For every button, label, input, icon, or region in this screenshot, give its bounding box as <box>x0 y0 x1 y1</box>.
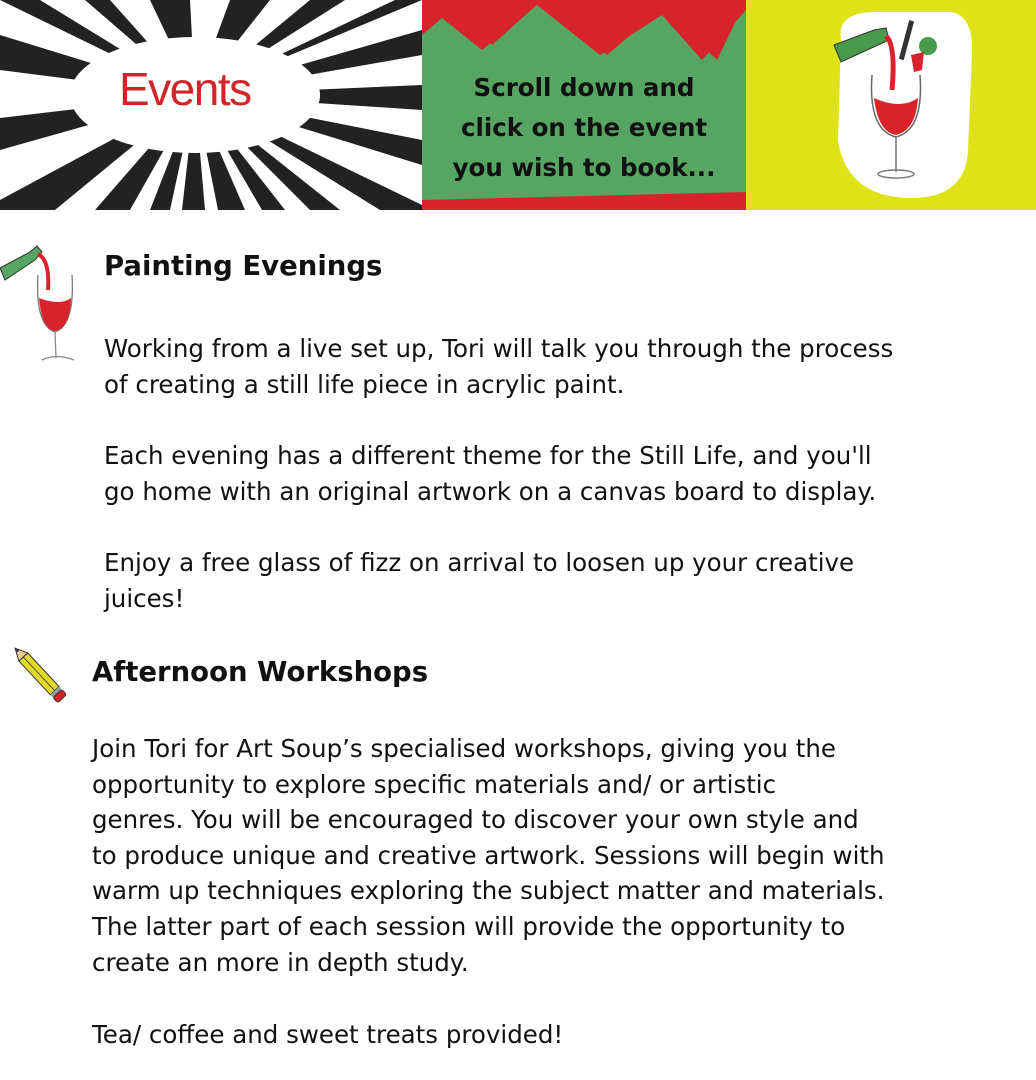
painting-evenings-paragraph: Each evening has a different theme for the Still Life, and you'll go home with an original artwork on a canvas board to display. <box>104 441 877 506</box>
pencil-icon <box>10 640 72 712</box>
events-title-panel <box>0 0 422 210</box>
scroll-prompt-panel <box>422 0 746 210</box>
events-title: Events <box>119 63 251 115</box>
wine-glass-panel <box>746 0 1036 210</box>
events-banner <box>0 0 1036 210</box>
scroll-prompt-line-1: Scroll down and <box>473 73 695 102</box>
painting-evenings-paragraph: Enjoy a free glass of fizz on arrival to loosen up your creative juices! <box>104 548 855 613</box>
afternoon-workshops-paragraph: Tea/ coffee and sweet treats provided! <box>92 1020 564 1049</box>
scroll-prompt-text <box>422 68 746 188</box>
afternoon-workshops-paragraph: Join Tori for Art Soup’s specialised workshops, giving you the opportunity to explore specific materials and/ or artistic genres. You will be encouraged to discover your own style and to produce unique and creative artwork. Sessions will begin with warm up techniques exploring the subject matter and materials. The latter part of each session will provide the opportunity to create an more in depth study. <box>92 734 885 977</box>
painting-evenings-heading: Painting Evenings <box>104 250 383 282</box>
scroll-prompt-line-3: you wish to book... <box>452 153 716 182</box>
painting-evenings-paragraph: Working from a live set up, Tori will talk you through the process of creating a still life piece in acrylic paint. <box>104 334 894 399</box>
afternoon-workshops-heading: Afternoon Workshops <box>92 656 429 688</box>
wine-glass-pour-icon <box>0 240 80 365</box>
wine-glass-pour-icon <box>746 0 1036 210</box>
scroll-prompt-line-2: click on the event <box>460 113 708 142</box>
